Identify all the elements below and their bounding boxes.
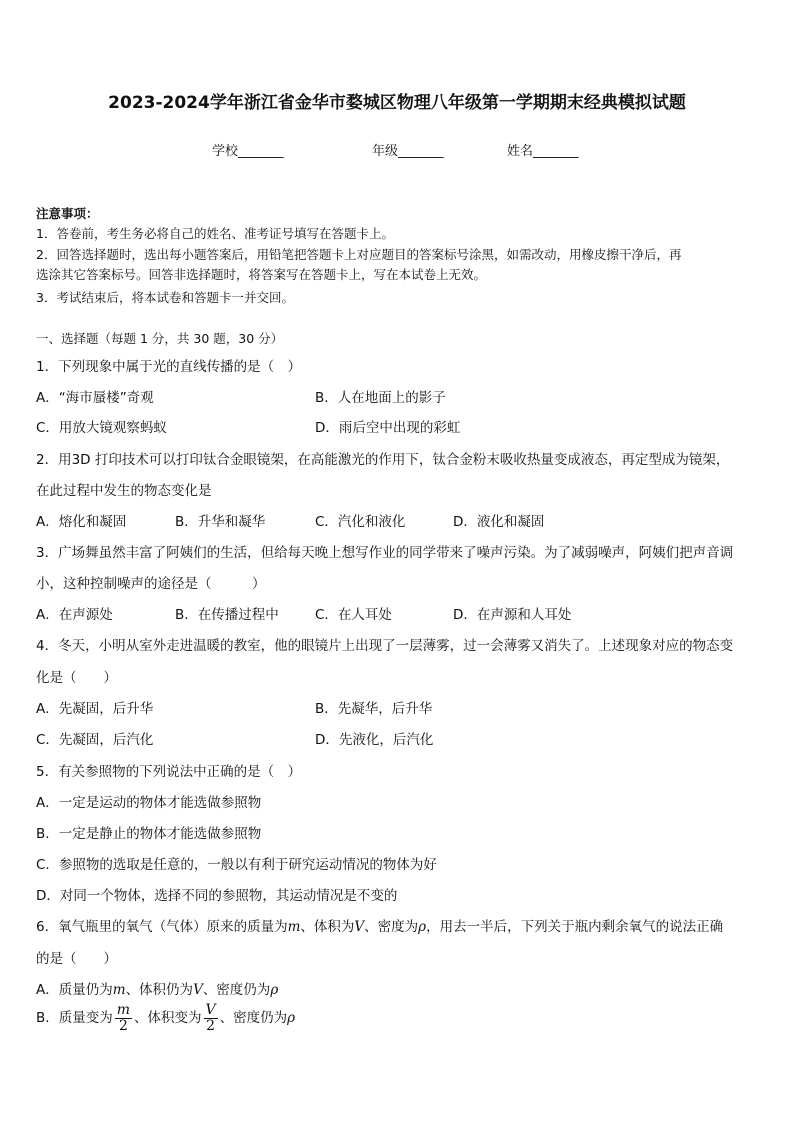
question-1-option-d: D．雨后空中出现的彩虹 <box>315 420 461 436</box>
question-2-option-d: D．液化和凝固 <box>453 514 545 530</box>
notice-item-2-cont: 选涂其它答案标号。回答非选择题时，将答案写在答题卡上，写在本试卷上无效。 <box>36 267 487 282</box>
question-6-stem <box>36 915 723 935</box>
q6b-text-3: 、密度仍为 <box>219 1010 288 1027</box>
q6-var-v: V <box>354 919 365 935</box>
fraction-m-over-2 <box>115 1003 132 1033</box>
question-2-stem-cont: 在此过程中发生的物态变化是 <box>36 483 212 499</box>
question-2-option-a: A．熔化和凝固 <box>36 514 127 530</box>
question-4-option-a: A．先凝固，后升华 <box>36 701 154 717</box>
question-4-stem: 4．冬天，小明从室外走进温暖的教室，他的眼镜片上出现了一层薄雾，过一会薄雾又消失了。上述现象对应的物态变 <box>36 638 734 654</box>
q6b-text-2: 、体积变为 <box>134 1010 202 1027</box>
school-field: 学校_______ <box>212 144 284 159</box>
question-3-stem-cont: 小，这种控制噪声的途径是（ ） <box>36 576 266 592</box>
q6a-text-3: 、密度仍为 <box>202 982 271 998</box>
question-4-stem-cont: 化是（ ） <box>36 670 117 686</box>
question-5-option-d: D．对同一个物体，选择不同的参照物，其运动情况是不变的 <box>36 888 398 904</box>
notice-item-2: 2．回答选择题时，选出每小题答案后，用铅笔把答题卡上对应题目的答案标号涂黑，如需改动，用橡皮擦干净后，再 <box>36 247 682 262</box>
notice-heading: 注意事项： <box>36 206 99 221</box>
fraction-numerator: V <box>205 1002 216 1018</box>
q6-text-4: ，用去一半后，下列关于瓶内剩余氧气的说法正确 <box>426 919 724 935</box>
question-1-stem: 1．下列现象中属于光的直线传播的是（ ） <box>36 359 302 375</box>
exam-title: 2023-2024学年浙江省金华市婺城区物理八年级第一学期期末经典模拟试题 <box>108 93 686 113</box>
fraction-denominator: 2 <box>206 1017 216 1034</box>
q6-text-1: 6．氧气瓶里的氧气（气体）原来的质量为 <box>36 919 288 935</box>
question-1-option-a: A．“海市蜃楼”奇观 <box>36 390 154 406</box>
question-3-stem: 3．广场舞虽然丰富了阿姨们的生活，但给每天晚上想写作业的同学带来了噪声污染。为了减弱噪声，阿姨们把声音调 <box>36 545 734 561</box>
fraction-numerator: m <box>116 1002 131 1018</box>
question-3-option-c: C．在人耳处 <box>315 607 392 623</box>
question-6-option-b <box>36 1003 295 1033</box>
q6a-var-v: V <box>193 982 203 998</box>
question-5-option-b: B．一定是静止的物体才能选做参照物 <box>36 826 262 842</box>
question-1-option-b: B．人在地面上的影子 <box>315 390 446 406</box>
question-2-option-b: B．升华和凝华 <box>175 514 266 530</box>
q6a-var-rho: ρ <box>270 982 279 998</box>
question-2-stem: 2．用3D 打印技术可以打印钛合金眼镜架，在高能激光的作用下，钛合金粉末吸收热量变成液态，再定型成为镜架， <box>36 452 730 468</box>
question-4-option-c: C．先凝固，后汽化 <box>36 732 154 748</box>
q6-text-2: 、体积为 <box>300 919 355 935</box>
q6b-var-rho: ρ <box>287 1010 296 1027</box>
q6a-text-1: A．质量仍为 <box>36 982 113 998</box>
section-heading: 一、选择题（每题 1 分，共 30 题，30 分） <box>36 331 284 346</box>
question-1-option-c: C．用放大镜观察蚂蚁 <box>36 420 167 436</box>
notice-item-3: 3．考试结束后，将本试卷和答题卡一并交回。 <box>36 290 294 305</box>
q6-text-3: 、密度为 <box>364 919 419 935</box>
question-4-option-b: B．先凝华，后升华 <box>315 701 433 717</box>
grade-field: 年级_______ <box>372 144 444 159</box>
q6-var-m: m <box>287 919 301 935</box>
fraction-v-over-2 <box>204 1003 218 1033</box>
q6a-var-m: m <box>112 982 126 998</box>
question-4-option-d: D．先液化，后汽化 <box>315 732 434 748</box>
q6-var-rho: ρ <box>418 919 427 935</box>
question-3-option-b: B．在传播过程中 <box>175 607 279 623</box>
question-6-option-a <box>36 978 278 998</box>
question-3-option-a: A．在声源处 <box>36 607 113 623</box>
question-5-stem: 5．有关参照物的下列说法中正确的是（ ） <box>36 764 302 780</box>
notice-item-1: 1．答卷前，考生务必将自己的姓名、准考证号填写在答题卡上。 <box>36 226 394 241</box>
fraction-denominator: 2 <box>118 1017 128 1034</box>
question-5-option-a: A．一定是运动的物体才能选做参照物 <box>36 795 262 811</box>
q6a-text-2: 、体积仍为 <box>125 982 194 998</box>
question-5-option-c: C．参照物的选取是任意的，一般以有利于研究运动情况的物体为好 <box>36 857 437 873</box>
question-3-option-d: D．在声源和人耳处 <box>453 607 572 623</box>
q6b-text-1: B．质量变为 <box>36 1010 113 1027</box>
question-6-stem-cont: 的是（ ） <box>36 951 117 967</box>
question-2-option-c: C．汽化和液化 <box>315 514 406 530</box>
name-field: 姓名_______ <box>507 144 579 159</box>
